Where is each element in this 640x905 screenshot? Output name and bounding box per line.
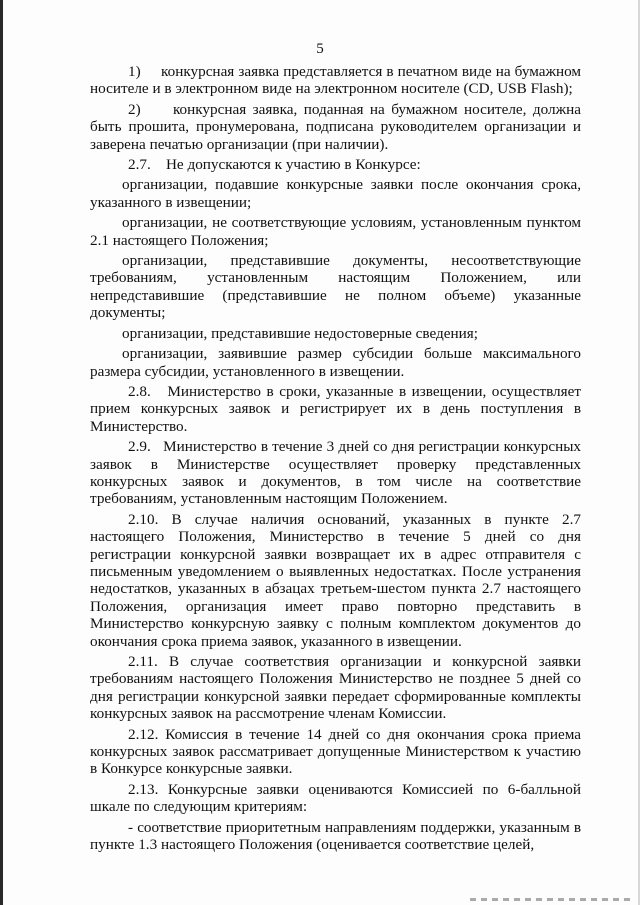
paragraph-2-7-heading: 2.7. Не допускаются к участию в Конкурсе: [128, 156, 421, 174]
paragraph-1-electronic-form: 1) конкурсная заявка представляется в печатном виде на бумажном носителе и в электронном виде на электронном носителе (CD, USB Flash); [90, 63, 581, 98]
paragraph-2-11: 2.11. В случае соответствия организации и конкурсной заявки требованиям настоящего Положения Министерство не позднее 5 дней со дня регистрации конкурсной заявки передает сформированные комплекты конкурсных заявок на рассмотрение членам Комиссии. [90, 653, 581, 723]
paragraph-2-12: 2.12. Комиссия в течение 14 дней со дня окончания срока приема конкурсных заявок рассматривает допущенные Министерством к участию в Конкурсе конкурсные заявки. [90, 725, 581, 778]
scan-shadow-left [0, 0, 3, 905]
exclusion-nonconforming-org: организации, не соответствующие условиям, установленным пунктом 2.1 настоящего Положения; [90, 214, 581, 249]
scan-cut-artifact [470, 898, 630, 901]
paragraph-2-9: 2.9. Министерство в течение 3 дней со дня регистрации конкурсных заявок в Министерстве осуществляет проверку представленных конкурсных заявок и документов, в том числе на соответствие требованиям, установленным настоящим Положением. [90, 438, 581, 508]
exclusion-excess-subsidy: организации, заявившие размер субсидии больше максимального размера субсидии, установленного в извещении. [90, 345, 581, 380]
exclusion-nonconforming-docs: организации, представившие документы, несоответствующие требованиям, установленным настоящим Положением, или непредставившие (представившие не полном объеме) указанные документы; [90, 252, 581, 322]
exclusion-false-info: организации, представившие недостоверные сведения; [122, 324, 478, 342]
paragraph-2-8: 2.8. Министерство в сроки, указанные в извещении, осуществляет прием конкурсных заявок и регистрирует их в день поступления в Министерство. [90, 382, 581, 435]
paragraph-2-10: 2.10. В случае наличия оснований, указанных в пункте 2.7 настоящего Положения, Министерство в течение 5 дней со дня регистрации конкурсной заявки возвращает их в адрес отправителя с письменным уведомлением о выявленных недостатках. После устранения недостатков, указанных в абзацах третьем-шестом пункта 2.7 настоящего Положения, организация имеет право повторно представить в Министерство конкурсную заявку с полным комплектом документов до окончания срока приема заявок, указанного в извещении. [90, 510, 581, 650]
exclusion-late-submission: организации, подавшие конкурсные заявки после окончания срока, указанного в извещении; [90, 176, 581, 211]
criterion-priority-directions: - соответствие приоритетным направлениям поддержки, указанным в пункте 1.3 настоящего Положения (оценивается соответствие целей, [90, 818, 581, 854]
paragraph-2-13: 2.13. Конкурсные заявки оцениваются Комиссией по 6-балльной шкале по следующим критериям: [90, 780, 581, 816]
paragraph-2-paper-form: 2) конкурсная заявка, поданная на бумажном носителе, должна быть прошита, пронумерована, подписана руководителем организации и заверена печатью организации (при наличии). [90, 100, 581, 153]
page-number: 5 [316, 41, 324, 57]
document-body [90, 63, 581, 856]
